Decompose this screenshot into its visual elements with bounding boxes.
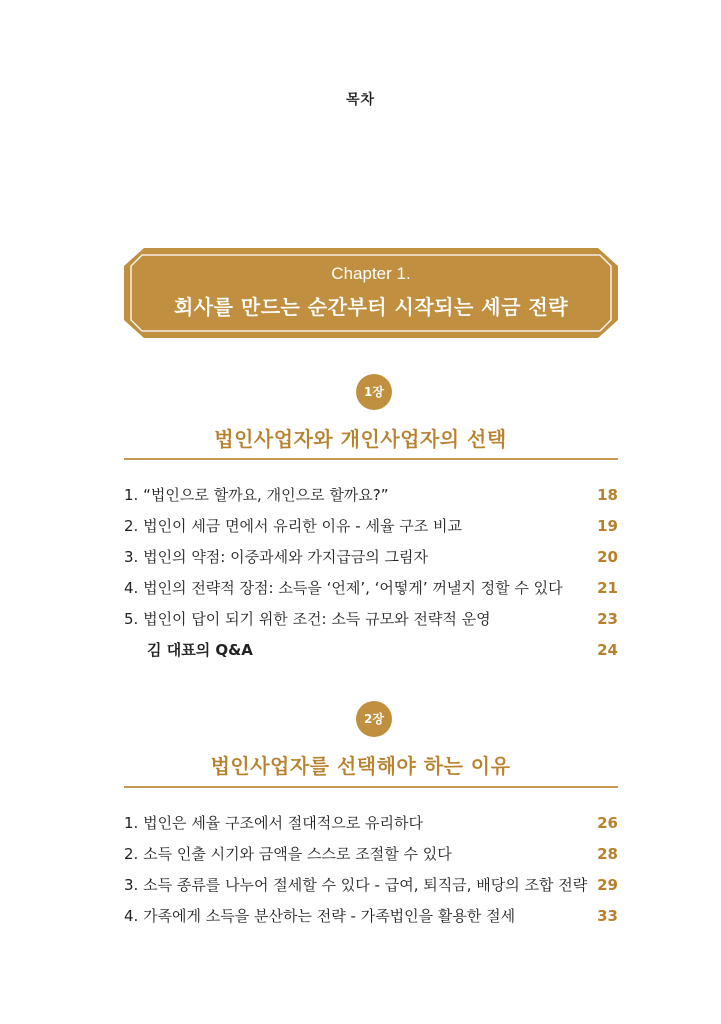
toc-entry-label: 2. 소득 인출 시기와 금액을 스스로 조절할 수 있다 [124,845,452,863]
toc-entry-page: 28 [597,844,618,863]
toc-entry-page: 20 [597,547,618,566]
section-badge-2: 2장 [356,701,392,737]
toc-entry-page: 26 [597,813,618,832]
section-title-1: 법인사업자와 개인사업자의 선택 [214,427,507,451]
toc-entry-qa[interactable] [124,634,618,665]
toc-entry-page: 29 [597,875,618,894]
toc-entry-page: 33 [597,906,618,925]
toc-entry-label: 2. 법인이 세금 면에서 유리한 이유 - 세율 구조 비교 [124,517,462,535]
toc-entry-label: 5. 법인이 답이 되기 위한 조건: 소득 규모와 전략적 운영 [124,610,491,628]
toc-entry-label: 4. 법인의 전략적 장점: 소득을 ‘언제’, ‘어떻게’ 꺼낼지 정할 수 있다 [124,579,563,597]
toc-entry-label: 1. “법인으로 할까요, 개인으로 할까요?” [124,486,389,504]
section-divider [124,786,618,788]
toc-list-section-1 [124,479,618,665]
toc-entry-page: 23 [597,609,618,628]
page-title: 목차 [345,92,376,108]
toc-entry[interactable] [124,541,618,572]
toc-entry-page: 18 [597,485,618,504]
toc-entry-page: 21 [597,578,618,597]
toc-entry[interactable] [124,807,618,838]
toc-entry[interactable] [124,869,618,900]
toc-entry-page: 19 [597,516,618,535]
toc-list-section-2 [124,807,618,931]
toc-entry[interactable] [124,603,618,634]
section-divider [124,458,618,460]
section-badge-1: 1장 [356,374,392,410]
toc-entry-label: 3. 법인의 약점: 이중과세와 가지급금의 그림자 [124,548,429,566]
toc-entry[interactable] [124,572,618,603]
toc-entry[interactable] [124,510,618,541]
toc-entry-label: 4. 가족에게 소득을 분산하는 전략 - 가족법인을 활용한 절세 [124,907,516,925]
toc-entry[interactable] [124,900,618,931]
toc-entry-label: 김 대표의 Q&A [147,641,253,659]
chapter-banner [124,248,618,338]
toc-entry-label: 1. 법인은 세율 구조에서 절대적으로 유리하다 [124,814,423,832]
toc-entry-page: 24 [597,640,618,659]
toc-entry[interactable] [124,479,618,510]
toc-entry[interactable] [124,838,618,869]
chapter-title: 회사를 만드는 순간부터 시작되는 세금 전략 [173,295,569,319]
chapter-number: Chapter 1. [331,264,411,283]
toc-entry-label: 3. 소득 종류를 나누어 절세할 수 있다 - 급여, 퇴직금, 배당의 조합 전략 [124,876,588,894]
section-title-2: 법인사업자를 선택해야 하는 이유 [210,754,511,778]
